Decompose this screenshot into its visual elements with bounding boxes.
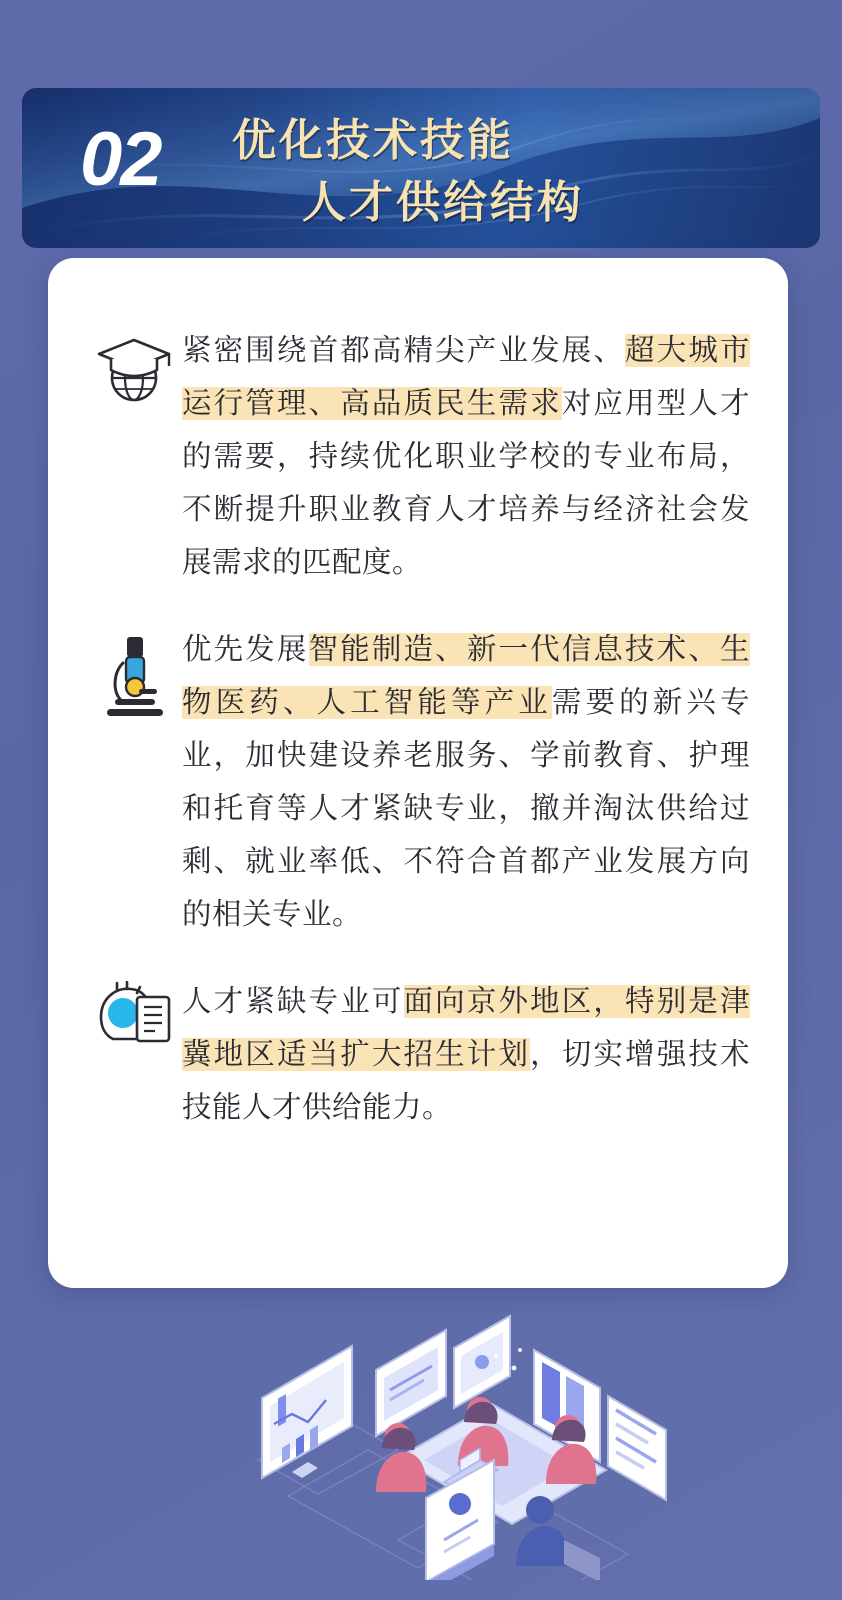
head-document-icon (86, 975, 182, 1059)
item-text (182, 324, 750, 589)
text-segment: 需要的新兴专业，加快建设养老服务、学前教育、护理和托育等人才紧缺专业，撤并淘汰供给过剩、就业率低、不符合首都产业发展方向的相关专业。 (182, 686, 750, 931)
content-card (48, 258, 788, 1288)
text-segment: 紧密围绕首都高精尖产业发展、 (182, 334, 626, 367)
list-item (86, 324, 750, 589)
text-segment-highlight: 智能制造、 (308, 633, 467, 666)
header-banner (22, 88, 820, 248)
text-segment-highlight: 高品质民生需求 (340, 387, 562, 420)
list-item (86, 975, 750, 1134)
text-segment: 人才紧缺专业可 (182, 985, 404, 1018)
content-list (48, 258, 788, 1134)
section-title-line1: 优化技术技能 (232, 116, 514, 165)
section-number: 02 (80, 117, 161, 202)
text-segment-highlight: 超大城市运行管理、 (182, 334, 750, 420)
text-segment: 优先发展 (182, 633, 309, 666)
section-title-line2: 人才供给结构 (302, 178, 584, 227)
text-segment-highlight: 人工智能等产业 (316, 686, 552, 719)
text-segment-highlight: 面向京外地区，特别是津冀地区适当扩大招生计划 (182, 985, 750, 1071)
text-segment: ，切实增强技术技能人才供给能力。 (182, 1038, 750, 1124)
office-team-isometric-illustration (248, 1210, 678, 1580)
item-text (182, 623, 750, 941)
graduation-cap-globe-icon (86, 324, 182, 412)
text-segment-highlight: 新一代信息技术、生物医药、 (182, 633, 750, 719)
text-segment: 对应用型人才的需要，持续优化职业学校的专业布局，不断提升职业教育人才培养与经济社会发展需求的匹配度。 (182, 387, 750, 579)
item-text (182, 975, 750, 1134)
list-item (86, 623, 750, 941)
section-title (232, 110, 752, 234)
microscope-icon (86, 623, 182, 721)
